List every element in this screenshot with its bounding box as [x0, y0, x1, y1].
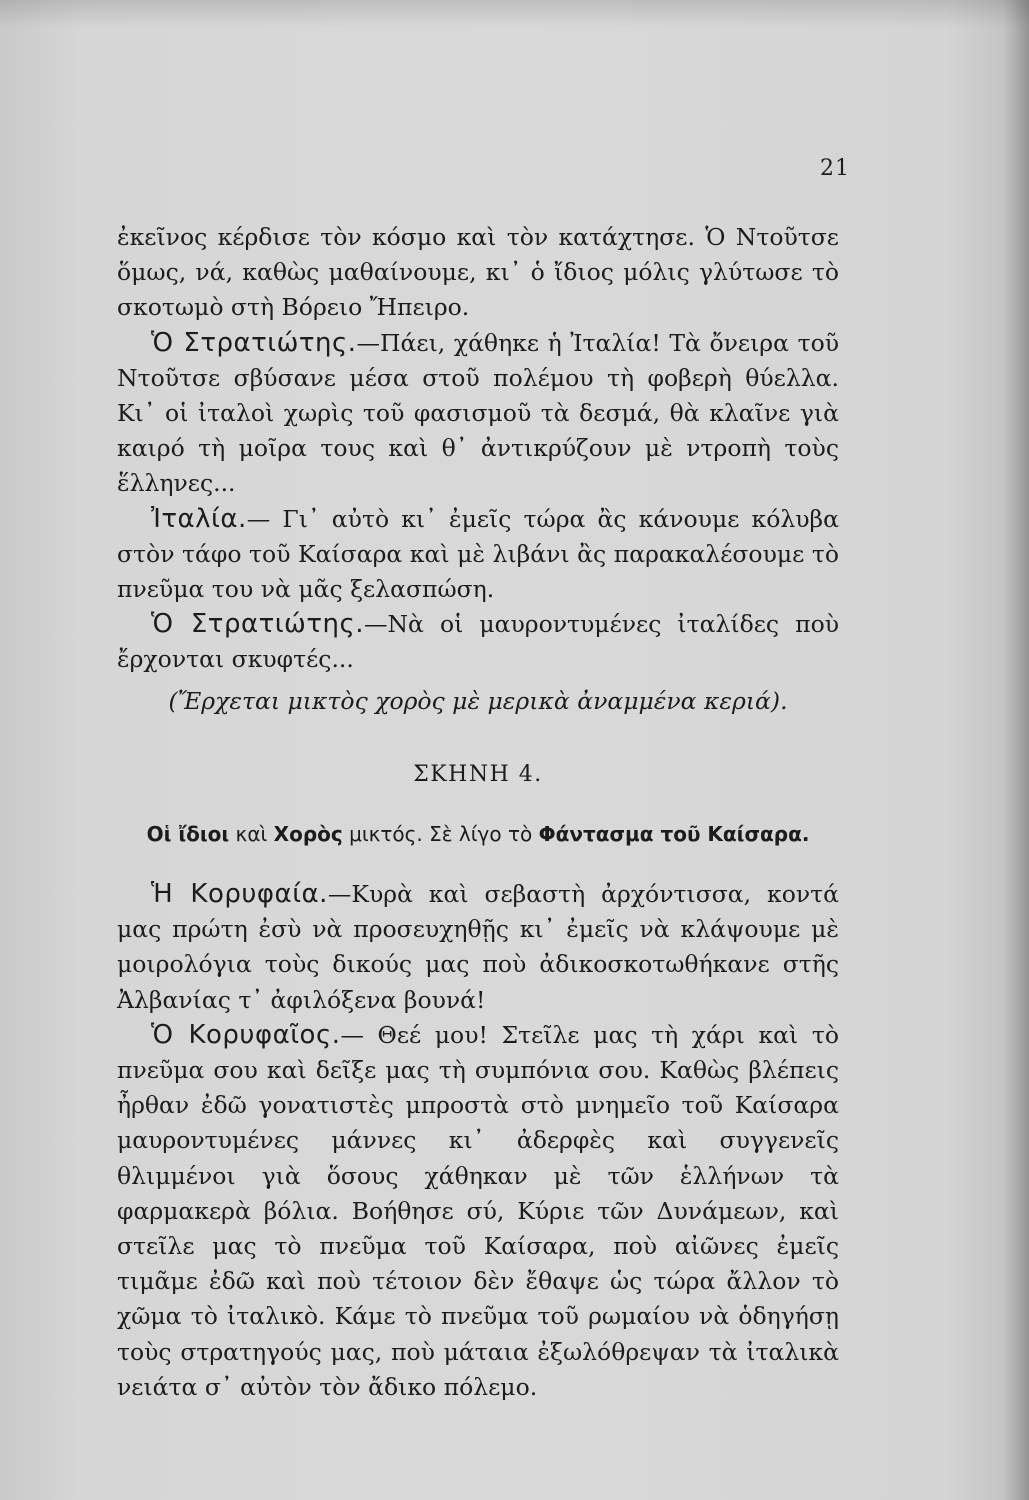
- dialogue-text: —Πάει, χάθηκε ἡ Ἰταλία! Τὰ ὄνειρα τοῦ Ντοῦτσε σβύσανε μέσα στοῦ πολέμου τὴ φοβερὴ θύελλα. Κι᾽ οἱ ἰταλοὶ χωρὶς τοῦ φασισμοῦ τὰ δεσμά, θὰ κλαῖνε γιὰ καιρό τὴ μοῖρα τους καὶ θ᾽ ἀντικρύζουν μὲ ντροπὴ τοὺς ἕλληνες...: [117, 328, 840, 498]
- speaker-name: Ὁ Κορυφαῖος.: [151, 1019, 341, 1050]
- cast-chorus: Χορὸς: [273, 822, 343, 847]
- speaker-name: Ὁ Στρατιώτης.: [151, 609, 364, 640]
- page-number: 21: [820, 156, 850, 181]
- dialogue-soldier-2: [117, 607, 839, 677]
- cast-and: καὶ: [229, 822, 274, 847]
- page-body: [117, 220, 839, 1405]
- cast-same: Οἱ ἴδιοι: [146, 822, 230, 847]
- cast-ghost: Φάντασμα τοῦ Καίσαρα.: [538, 822, 810, 847]
- dialogue-text: — Γι᾽ αὐτὸ κι᾽ ἐμεῖς τώρα ἂς κάνουμε κόλυβα στὸν τάφο τοῦ Καίσαρα καὶ μὲ λιβάνι ἂς παρακαλέσουμε τὸ πνεῦμα του νὰ μᾶς ξελασπώση.: [117, 504, 839, 604]
- stage-direction: (Ἔρχεται μικτὸς χορὸς μὲ μερικὰ ἀναμμένα κεριά).: [168, 686, 788, 715]
- cast-list: [117, 818, 839, 851]
- scene-heading: ΣΚΗΝΗ 4.: [413, 761, 543, 787]
- cast-mixed: μικτός. Σὲ λίγο τὸ: [342, 822, 539, 847]
- dialogue-coryphaeus: [117, 1018, 839, 1405]
- dialogue-text: —Νὰ οἱ μαυροντυμένες ἰταλίδες ποὺ ἔρχονται σκυφτές...: [117, 610, 839, 674]
- speaker-name: Ὁ Στρατιώτης.: [151, 327, 357, 358]
- speaker-name: Ἡ Κορυφαία.: [151, 879, 328, 910]
- dialogue-italy: [117, 502, 839, 608]
- speaker-name: Ἰταλία.: [151, 503, 247, 534]
- dialogue-coryphaea: [117, 877, 839, 1018]
- paragraph-continuation: ἐκεῖνος κέρδισε τὸν κόσμο καὶ τὸν κατάχτησε. Ὁ Ντοῦτσε ὅμως, νά, καθὼς μαθαίνουμε, κι᾽ ὁ ἴδιος μόλις γλύτωσε τὸ σκοτωμὸ στὴ Βόρειο Ἤπειρο.: [117, 223, 839, 322]
- dialogue-soldier-1: [117, 326, 839, 502]
- page-top-shadow: [0, 0, 1029, 28]
- dialogue-text: —Κυρὰ καὶ σεβαστὴ ἀρχόντισσα, κοντά μας πρώτη ἐσὺ νὰ προσευχηθῇς κι᾽ ἐμεῖς νὰ κλάψουμε μὲ μοιρολόγια τοὺς δικούς μας ποὺ ἀδικοσκοτωθήκανε στῆς Ἀλβανίας τ᾽ ἀφιλόξενα βουνά!: [117, 880, 840, 1014]
- dialogue-text: — Θεέ μου! Στεῖλε μας τὴ χάρι καὶ τὸ πνεῦμα σου καὶ δεῖξε μας τὴ συμπόνια σου. Καθὼς βλέπεις ἦρθαν ἐδῶ γονατιστὲς μπροστὰ στὸ μνημεῖο τοῦ Καίσαρα μαυροντυμένες μάννες κι᾽ ἀδερφὲς καὶ συγγενεῖς θλιμμένοι γιὰ ὅσους χάθηκαν μὲ τῶν ἑλλήνων τὰ φαρμακερὰ βόλια. Βοήθησε σύ, Κύριε τῶν Δυνάμεων, καὶ στεῖλε μας τὸ πνεῦμα τοῦ Καίσαρα, ποὺ αἰῶνες ἐμεῖς τιμᾶμε ἐδῶ καὶ ποὺ τέτοιον δὲν ἔθαψε ὡς τώρα ἄλλον τὸ χῶμα τὸ ἰταλικὸ. Κάμε τὸ πνεῦμα τοῦ ρωμαίου νὰ ὁδηγήσῃ τοὺς στρατηγούς μας, ποὺ μάταια ἐξωλόθρεψαν τὰ ἰταλικὰ νειάτα σ᾽ αὐτὸν τὸν ἄδικο πόλεμο.: [117, 1020, 839, 1401]
- page-edge-shadow: [1003, 0, 1029, 1500]
